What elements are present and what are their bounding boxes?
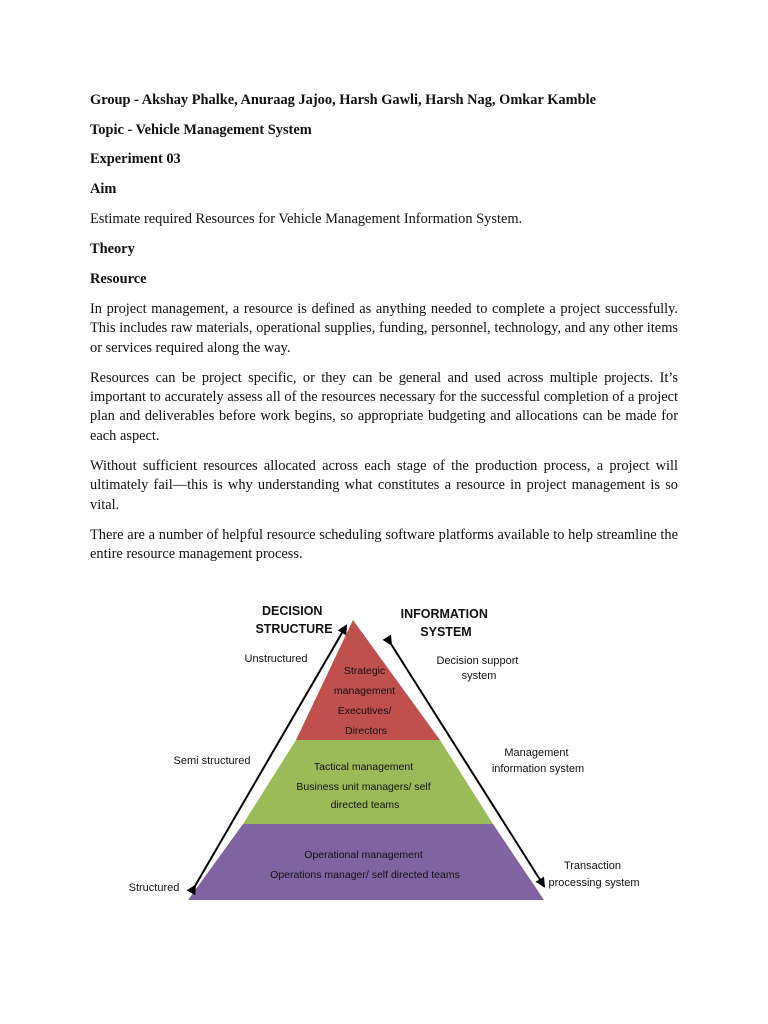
tactical-line-1: Tactical management — [313, 761, 414, 773]
paragraph-3: Without sufficient resources allocated across each stage of the production process, a project will ultimately fail—this is why understanding what constitutes a resource in project management is so vital. — [90, 458, 678, 513]
decision-heading-2: STRUCTURE — [255, 622, 333, 636]
semi-structured-label: Semi structured — [173, 755, 251, 767]
experiment-line: Experiment 03 — [90, 151, 181, 167]
paragraph-2: Resources can be project specific, or they can be general and used across multiple projects. It’s important to accurately assess all of the resources necessary for the successful completion of a project plan and deliverables before work begins, so appropriate budgeting and allocations can be made for each aspect. — [90, 369, 678, 444]
dss-label-2: system — [461, 670, 497, 682]
operational-tier — [188, 824, 544, 900]
tactical-line-2: Business unit managers/ self — [296, 781, 431, 793]
strategic-line-1: Strategic — [343, 665, 386, 677]
operational-line-2: Operations manager/ self directed teams — [270, 869, 460, 881]
pyramid-svg — [120, 598, 660, 910]
pyramid-diagram — [120, 598, 660, 910]
strategic-tier — [296, 620, 440, 740]
aim-text: Estimate required Resources for Vehicle Management Information System. — [90, 211, 523, 227]
svg-text:Management information s — [492, 747, 584, 775]
svg-text:DECISION STRUCTURE — [255, 604, 332, 636]
strategic-line-3: Executives/ — [337, 705, 392, 717]
document-body — [90, 92, 678, 576]
information-heading-1: INFORMATION — [400, 607, 488, 621]
unstructured-label: Unstructured — [244, 653, 308, 665]
group-line: Group - Akshay Phalke, Anuraag Jajoo, Harsh Gawli, Harsh Nag, Omkar Kamble — [90, 92, 596, 108]
strategic-line-4: Directors — [344, 725, 388, 737]
paragraph-1: In project management, a resource is defined as anything needed to complete a project successfully. This includes raw materials, operational supplies, funding, personnel, technology, and any other items or services required along the way. — [90, 301, 678, 356]
tactical-line-3: directed teams — [330, 799, 400, 811]
dss-label-1: Decision support — [436, 655, 519, 667]
tps-label-2: processing system — [548, 877, 640, 889]
svg-text:Decision support system — [437, 655, 522, 682]
resource-heading: Resource — [90, 270, 147, 287]
structured-label: Structured — [128, 882, 180, 894]
information-heading-2: SYSTEM — [420, 625, 472, 639]
topic-line: Topic - Vehicle Management System — [90, 121, 312, 138]
tps-label-1: Transaction — [563, 860, 621, 872]
decision-heading-1: DECISION — [262, 604, 323, 618]
mis-label-2: information system — [491, 763, 585, 775]
theory-heading: Theory — [90, 241, 135, 257]
svg-text:Transaction processing s — [548, 860, 639, 889]
strategic-line-2: management — [333, 685, 396, 697]
svg-text:INFORMATION SYSTEM — [401, 607, 492, 639]
aim-heading: Aim — [90, 180, 117, 197]
operational-line-1: Operational management — [304, 849, 423, 861]
mis-label-1: Management — [504, 747, 569, 759]
paragraph-4: There are a number of helpful resource scheduling software platforms available to help streamline the entire resource management process. — [90, 526, 678, 563]
